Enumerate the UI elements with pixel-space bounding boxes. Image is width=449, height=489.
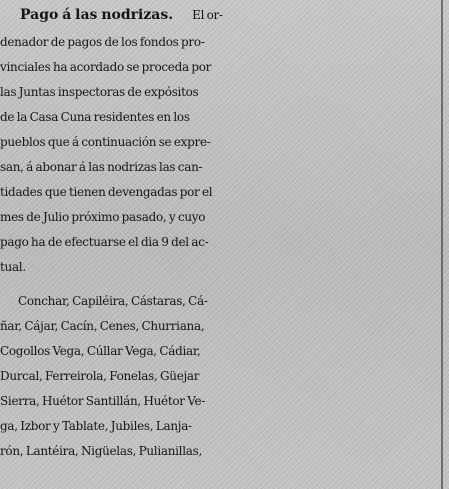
body-line: mes de Julio próximo pasado, y cuyo xyxy=(0,210,206,224)
town-line: Sierra, Huétor Santillán, Huétor Ve- xyxy=(0,394,206,408)
column-rule xyxy=(441,0,443,489)
body-line: pago ha de efectuarse el dia 9 del ac- xyxy=(0,235,209,249)
town-line: Cogollos Vega, Cúllar Vega, Cádiar, xyxy=(0,344,201,358)
body-line: tidades que tienen devengadas por el xyxy=(0,185,213,199)
body-line: vinciales ha acordado se proceda por xyxy=(0,60,212,74)
body-line: El or- xyxy=(192,8,223,22)
town-line: Conchar, Capiléira, Cástaras, Cá- xyxy=(18,294,208,308)
body-line: tual. xyxy=(0,260,26,274)
town-line: rón, Lantéira, Nigüelas, Pulianillas, xyxy=(0,444,202,458)
town-line: Durcal, Ferreirola, Fonelas, Güejar xyxy=(0,369,200,383)
body-line: denador de pagos de los fondos pro- xyxy=(0,35,205,49)
article-headline: Pago á las nodrizas. xyxy=(20,7,174,23)
town-line: ga, Izbor y Tablate, Jubiles, Lanja- xyxy=(0,419,192,433)
body-line: de la Casa Cuna residentes en los xyxy=(0,110,190,124)
body-line: pueblos que á continuación se expre- xyxy=(0,135,211,149)
body-line: las Juntas inspectoras de expósitos xyxy=(0,85,199,99)
article-first-line xyxy=(20,3,436,28)
town-line: ñar, Cájar, Cacín, Cenes, Churriana, xyxy=(0,319,205,333)
body-line: san, á abonar á las nodrizas las can- xyxy=(0,160,203,174)
